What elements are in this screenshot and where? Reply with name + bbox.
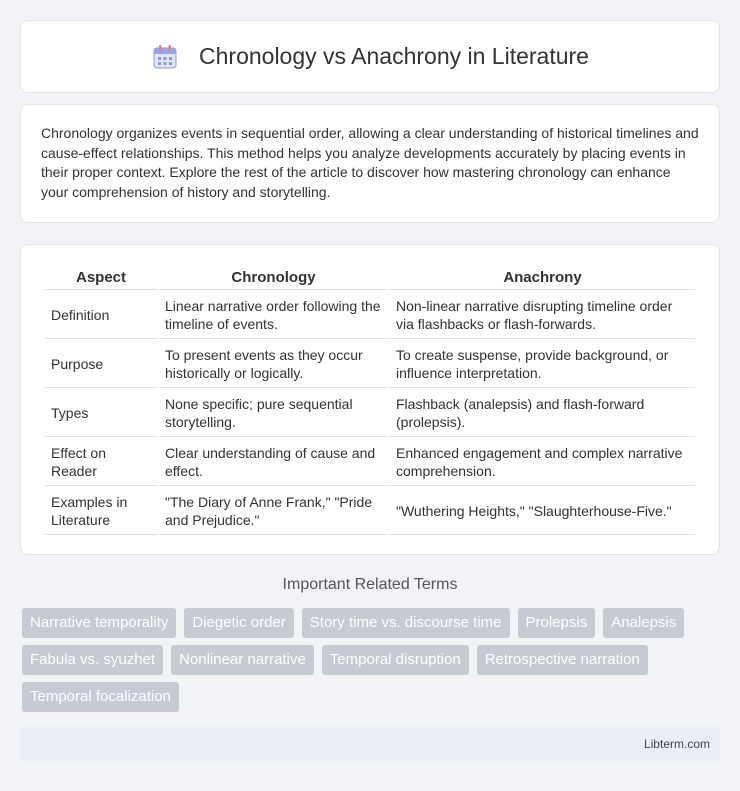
tag-fabula-syuzhet[interactable]: Fabula vs. syuzhet	[22, 645, 163, 675]
tag-prolepsis[interactable]: Prolepsis	[518, 608, 596, 638]
cell-aspect: Effect on Reader	[45, 437, 157, 486]
cell-anachrony: Non-linear narrative disrupting timeline order via flashbacks or flash-forwards.	[390, 290, 695, 339]
tag-temporal-disruption[interactable]: Temporal disruption	[322, 645, 469, 675]
tag-analepsis[interactable]: Analepsis	[603, 608, 684, 638]
intro-card	[20, 104, 720, 223]
page-title: Chronology vs Anachrony in Literature	[199, 43, 589, 69]
header-aspect: Aspect	[45, 265, 157, 290]
header-chronology: Chronology	[159, 265, 388, 290]
footer-brand[interactable]: Libterm.com	[643, 737, 710, 751]
cell-aspect: Definition	[45, 290, 157, 339]
cell-anachrony: To create suspense, provide background, or influence interpretation.	[390, 339, 695, 388]
related-terms-title: Important Related Terms	[282, 576, 458, 593]
cell-chronology: None specific; pure sequential storytelling.	[159, 388, 388, 437]
table-row	[45, 388, 695, 437]
tag-story-time[interactable]: Story time vs. discourse time	[302, 608, 510, 638]
cell-chronology: Clear understanding of cause and effect.	[159, 437, 388, 486]
cell-chronology: Linear narrative order following the timeline of events.	[159, 290, 388, 339]
header-card	[20, 20, 720, 93]
cell-anachrony: Enhanced engagement and complex narrative comprehension.	[390, 437, 695, 486]
comparison-table	[43, 265, 697, 535]
tag-retrospective-narration[interactable]: Retrospective narration	[477, 645, 648, 675]
calendar-icon	[151, 43, 179, 71]
intro-text: Chronology organizes events in sequential order, allowing a clear understanding of historical timelines and cause-effect relationships. This method helps you analyze developments accurately by placing events in their proper context. Explore the rest of the article to discover how mastering chronology can enhance your comprehension of history and storytelling.	[41, 125, 699, 200]
cell-aspect: Types	[45, 388, 157, 437]
table-row	[45, 339, 695, 388]
tag-nonlinear-narrative[interactable]: Nonlinear narrative	[171, 645, 314, 675]
footer	[20, 727, 720, 761]
cell-chronology: "The Diary of Anne Frank," "Pride and Prejudice."	[159, 486, 388, 535]
tag-diegetic-order[interactable]: Diegetic order	[184, 608, 293, 638]
table-row	[45, 486, 695, 535]
cell-aspect: Purpose	[45, 339, 157, 388]
tag-temporal-focalization[interactable]: Temporal focalization	[22, 682, 179, 712]
cell-aspect: Examples in Literature	[45, 486, 157, 535]
header-anachrony: Anachrony	[390, 265, 695, 290]
table-header-row	[45, 265, 695, 290]
cell-anachrony: Flashback (analepsis) and flash-forward (prolepsis).	[390, 388, 695, 437]
table-row	[45, 290, 695, 339]
table-row	[45, 437, 695, 486]
cell-chronology: To present events as they occur historically or logically.	[159, 339, 388, 388]
cell-anachrony: "Wuthering Heights," "Slaughterhouse-Five."	[390, 486, 695, 535]
comparison-table-card	[20, 244, 720, 555]
related-terms-section	[0, 576, 740, 712]
related-terms-tags	[0, 608, 740, 712]
tag-narrative-temporality[interactable]: Narrative temporality	[22, 608, 176, 638]
